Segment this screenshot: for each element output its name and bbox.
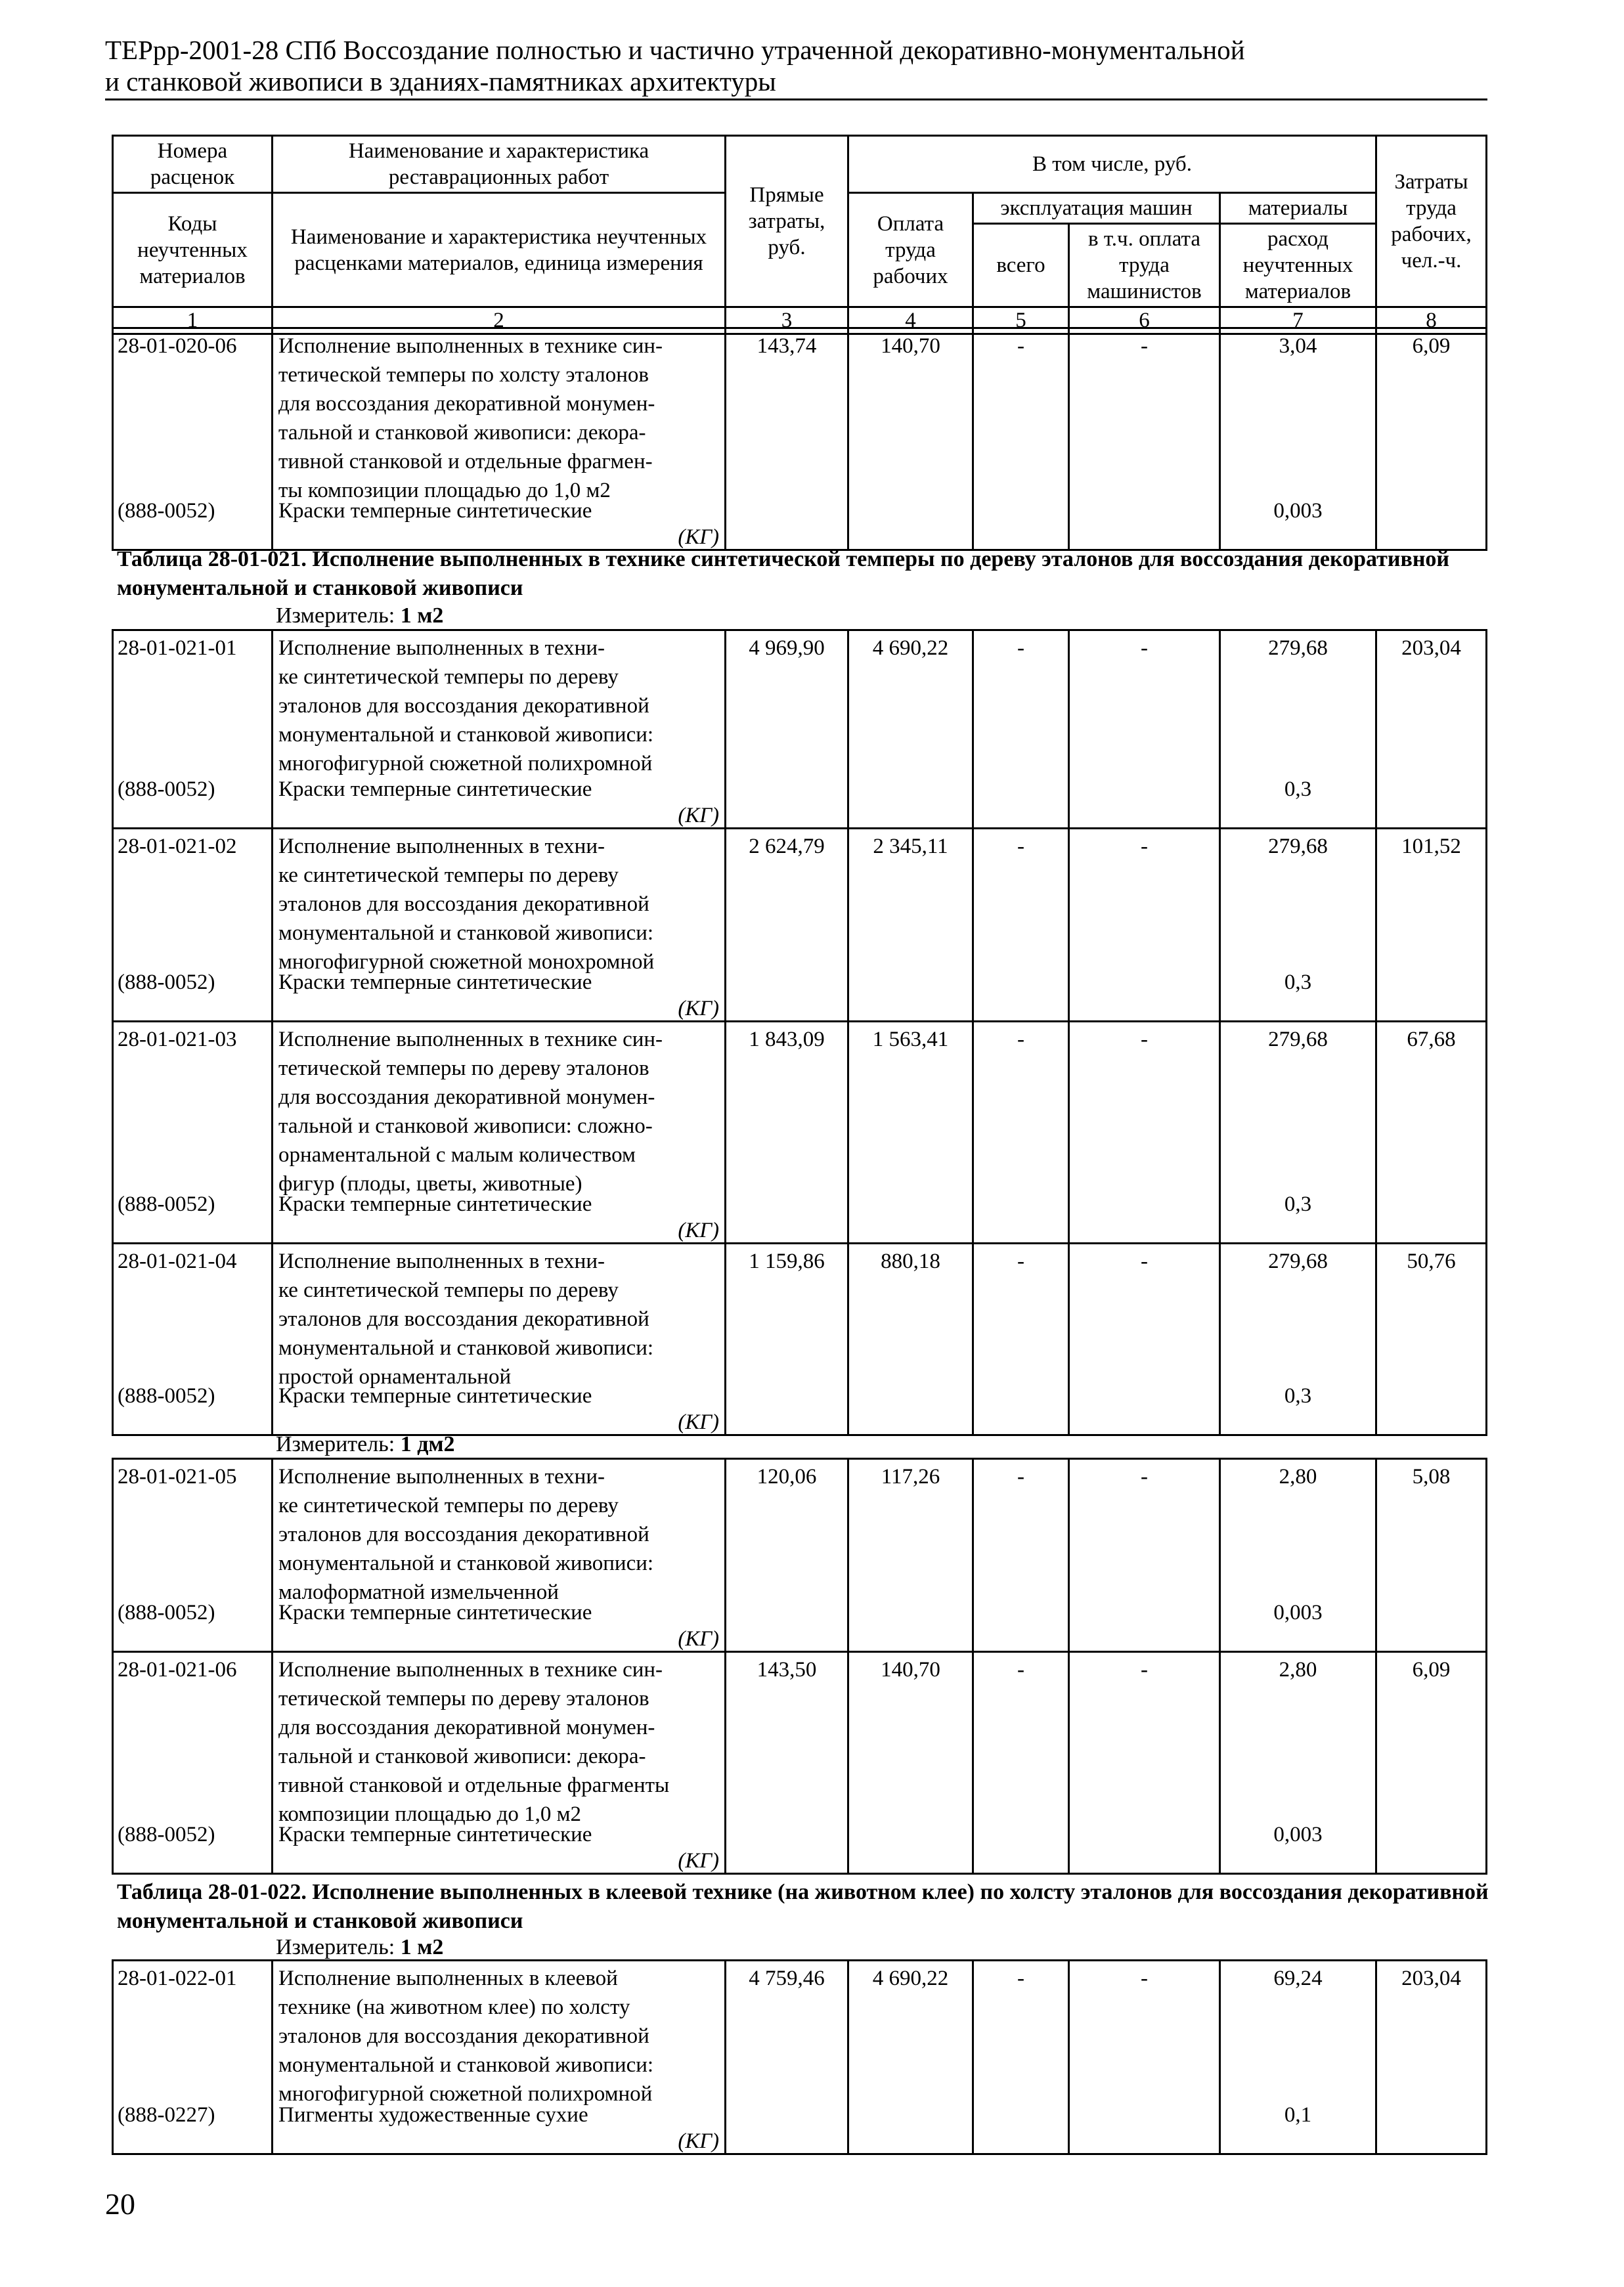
description-line: Исполнение выполненных в техни- — [278, 1465, 605, 1489]
description-line: эталонов для воссоздания декоративной — [278, 892, 649, 916]
machines-total-value: - — [973, 1652, 1069, 1874]
materials-value: 69,24 — [1273, 1967, 1323, 1990]
col-rate-number: Номера расценок — [113, 136, 273, 193]
description-line: многофигурной сюжетной полихромной — [278, 2082, 653, 2106]
rate-code: 28-01-021-04 — [118, 1250, 237, 1273]
material-unit: (КГ) — [678, 1627, 719, 1651]
description-line: ке синтетической темперы по дереву — [278, 1494, 619, 1517]
description-line: тивной станковой и отдельные фрагменты — [278, 1774, 670, 1797]
description-line: для воссоздания декоративной монумен- — [278, 1716, 655, 1739]
material-unit: (КГ) — [678, 525, 719, 549]
table-row — [113, 829, 1487, 1022]
unit-measure — [276, 1431, 455, 1458]
col-labor-costs: Затраты труда рабочих, чел.-ч. — [1376, 136, 1487, 307]
description-line: эталонов для воссоздания декоративной — [278, 1523, 649, 1546]
description-line: фигур (плоды, цветы, животные) — [278, 1172, 582, 1196]
header-title-line-1: ТЕРрр-2001-28 СПб Воссоздание полностью и частично утраченной декоративно-монументальной — [105, 35, 1245, 65]
machines-total-value: - — [973, 829, 1069, 1022]
direct-costs-value: 1 159,86 — [726, 1244, 848, 1435]
rates-table — [112, 1959, 1487, 2155]
col-materials: материалы — [1220, 193, 1376, 224]
material-code: (888-0052) — [118, 1192, 215, 1216]
document-header — [105, 34, 1484, 97]
material-name: Краски темперные синтетические — [278, 970, 592, 994]
material-name: Краски темперные синтетические — [278, 1601, 592, 1624]
labor-hours-value: 6,09 — [1376, 1652, 1487, 1874]
description-line: Исполнение выполненных в техни- — [278, 835, 605, 858]
rate-description-cell — [273, 328, 726, 550]
description-line: для воссоздания декоративной монумен- — [278, 1085, 655, 1109]
col-codes: Коды неучтенных материалов — [113, 193, 273, 307]
unit-measure-label: Измеритель: — [276, 603, 395, 628]
labor-pay-value: 140,70 — [848, 328, 973, 550]
description-line: орнаментальной с малым количеством — [278, 1143, 636, 1167]
description-line: тетической темперы по дереву эталонов — [278, 1056, 649, 1080]
material-name: Краски темперные синтетические — [278, 1823, 592, 1846]
table-row — [113, 328, 1487, 550]
rate-description-cell — [273, 630, 726, 829]
labor-hours-value: 50,76 — [1376, 1244, 1487, 1435]
table-caption: Таблица 28-01-021. Исполнение выполненных в технике синтетической темперы по дереву эталонов для воссоздания декоративной монументальной и станковой живописи — [117, 547, 1450, 600]
description-line: тетической темперы по дереву эталонов — [278, 1687, 649, 1710]
description-line: тетической темперы по холсту эталонов — [278, 363, 649, 387]
description-line: многофигурной сюжетной полихромной — [278, 752, 653, 775]
table-row — [113, 1244, 1487, 1435]
direct-costs-value: 4 759,46 — [726, 1961, 848, 2154]
machinist-pay-value: - — [1069, 829, 1220, 1022]
machinist-pay-value: - — [1069, 1652, 1220, 1874]
rate-code-cell — [113, 1961, 273, 2154]
rate-code: 28-01-021-05 — [118, 1465, 237, 1489]
labor-pay-value: 117,26 — [848, 1459, 973, 1652]
table-row — [113, 1022, 1487, 1244]
page-number: 20 — [105, 2187, 135, 2221]
description-line: композиции площадью до 1,0 м2 — [278, 1802, 582, 1826]
materials-value: 279,68 — [1268, 1250, 1328, 1273]
material-code: (888-0052) — [118, 1823, 215, 1846]
rate-description-cell — [273, 1244, 726, 1435]
description-line: эталонов для воссоздания декоративной — [278, 1307, 649, 1331]
labor-hours-value: 6,09 — [1376, 328, 1487, 550]
col-including: В том числе, руб. — [848, 136, 1376, 193]
machines-total-value: - — [973, 630, 1069, 829]
description-line: малоформатной измельченной — [278, 1580, 559, 1604]
materials-cell — [1220, 1244, 1376, 1435]
labor-pay-value: 1 563,41 — [848, 1022, 973, 1244]
description-line: эталонов для воссоздания декоративной — [278, 2024, 649, 2048]
table-row — [113, 1961, 1487, 2154]
unit-measure — [276, 603, 443, 629]
rate-code-cell — [113, 1244, 273, 1435]
material-code: (888-0052) — [118, 777, 215, 801]
material-code: (888-0052) — [118, 1384, 215, 1408]
description-line: ты композиции площадью до 1,0 м2 — [278, 479, 611, 502]
material-name: Краски темперные синтетические — [278, 499, 592, 523]
rate-code-cell — [113, 829, 273, 1022]
col-machinist-pay: в т.ч. оплата труда машинистов — [1069, 224, 1220, 307]
col-number-3: 3 — [726, 307, 848, 334]
rates-table-block — [112, 327, 1485, 551]
rates-table — [112, 1458, 1487, 1875]
rate-code: 28-01-021-02 — [118, 835, 237, 858]
materials-value: 279,68 — [1268, 636, 1328, 660]
material-unit: (КГ) — [678, 997, 719, 1020]
description-line: монументальной и станковой живописи: — [278, 1336, 654, 1360]
rate-code: 28-01-020-06 — [118, 334, 237, 358]
rates-table-block — [112, 1959, 1485, 2155]
rate-code: 28-01-021-06 — [118, 1658, 237, 1682]
direct-costs-value: 143,74 — [726, 328, 848, 550]
description-line: тальной и станковой живописи: декора- — [278, 421, 646, 445]
machines-total-value: - — [973, 1244, 1069, 1435]
material-quantity: 0,3 — [1284, 777, 1312, 801]
labor-hours-value: 67,68 — [1376, 1022, 1487, 1244]
table-row — [113, 1459, 1487, 1652]
material-quantity: 0,1 — [1284, 2103, 1312, 2127]
description-line: тивной станковой и отдельные фрагмен- — [278, 450, 653, 473]
materials-cell — [1220, 1961, 1376, 2154]
rate-description-cell — [273, 1459, 726, 1652]
description-line: ке синтетической темперы по дереву — [278, 665, 619, 689]
material-code: (888-0052) — [118, 970, 215, 994]
description-line: монументальной и станковой живописи: — [278, 2053, 654, 2077]
rate-description-cell — [273, 1961, 726, 2154]
material-unit: (КГ) — [678, 1410, 719, 1434]
col-unaccounted-materials: расход неучтенных материалов — [1220, 224, 1376, 307]
material-code: (888-0052) — [118, 1601, 215, 1624]
labor-pay-value: 2 345,11 — [848, 829, 973, 1022]
machinist-pay-value: - — [1069, 630, 1220, 829]
material-quantity: 0,3 — [1284, 1192, 1312, 1216]
material-name: Пигменты художественные сухие — [278, 2103, 588, 2127]
material-code: (888-0052) — [118, 499, 215, 523]
col-labor-pay: Оплата труда рабочих — [848, 193, 973, 307]
description-line: Исполнение выполненных в техни- — [278, 1250, 605, 1273]
description-line: монументальной и станковой живописи: — [278, 723, 654, 747]
labor-hours-value: 203,04 — [1376, 630, 1487, 829]
rate-code-cell — [113, 1022, 273, 1244]
col-number-5: 5 — [973, 307, 1069, 334]
material-code: (888-0227) — [118, 2103, 215, 2127]
table-caption: Таблица 28-01-022. Исполнение выполненных в клеевой технике (на животном клее) по холсту эталонов для воссоздания декоративной монументальной и станковой живописи — [117, 1880, 1489, 1933]
description-line: для воссоздания декоративной монумен- — [278, 392, 655, 416]
labor-pay-value: 880,18 — [848, 1244, 973, 1435]
rate-code-cell — [113, 1652, 273, 1874]
labor-pay-value: 4 690,22 — [848, 630, 973, 829]
description-line: Исполнение выполненных в технике син- — [278, 334, 663, 358]
rates-table — [112, 327, 1487, 551]
material-quantity: 0,3 — [1284, 970, 1312, 994]
description-line: эталонов для воссоздания декоративной — [278, 694, 649, 718]
machinist-pay-value: - — [1069, 1244, 1220, 1435]
material-unit: (КГ) — [678, 2129, 719, 2153]
direct-costs-value: 4 969,90 — [726, 630, 848, 829]
materials-cell — [1220, 1652, 1376, 1874]
labor-hours-value: 101,52 — [1376, 829, 1487, 1022]
rates-table-block — [112, 629, 1485, 1436]
col-number-7: 7 — [1220, 307, 1376, 334]
machines-total-value: - — [973, 1961, 1069, 2154]
materials-value: 2,80 — [1279, 1658, 1317, 1682]
machinist-pay-value: - — [1069, 1459, 1220, 1652]
material-quantity: 0,003 — [1273, 1823, 1323, 1846]
header-title-line-2: и станковой живописи в зданиях-памятниках архитектуры — [105, 66, 776, 97]
col-direct-costs: Прямые затраты, руб. — [726, 136, 848, 307]
description-line: Исполнение выполненных в техни- — [278, 636, 605, 660]
rate-code: 28-01-021-01 — [118, 636, 237, 660]
material-quantity: 0,3 — [1284, 1384, 1312, 1408]
rate-description-cell — [273, 1022, 726, 1244]
rate-code-cell — [113, 328, 273, 550]
table-row — [113, 630, 1487, 829]
unit-measure-value: 1 дм2 — [400, 1432, 455, 1456]
description-line: тальной и станковой живописи: декора- — [278, 1745, 646, 1768]
description-line: технике (на животном клее) по холсту — [278, 1995, 630, 2019]
material-quantity: 0,003 — [1273, 499, 1323, 523]
description-line: многофигурной сюжетной монохромной — [278, 950, 655, 974]
col-number-2: 2 — [273, 307, 726, 334]
unit-measure-value: 1 м2 — [400, 603, 444, 628]
col-name: Наименование и характеристика реставрационных работ — [273, 136, 726, 193]
materials-value: 3,04 — [1279, 334, 1317, 358]
direct-costs-value: 120,06 — [726, 1459, 848, 1652]
machines-total-value: - — [973, 1022, 1069, 1244]
rates-table-block — [112, 1458, 1485, 1875]
col-number-1: 1 — [113, 307, 273, 334]
description-line: Исполнение выполненных в технике син- — [278, 1028, 663, 1051]
description-line: монументальной и станковой живописи: — [278, 921, 654, 945]
column-header-table — [112, 135, 1487, 335]
materials-value: 279,68 — [1268, 1028, 1328, 1051]
materials-cell — [1220, 1022, 1376, 1244]
column-header-block — [112, 135, 1485, 335]
machinist-pay-value: - — [1069, 1022, 1220, 1244]
unit-measure-label: Измеритель: — [276, 1935, 395, 1959]
material-unit: (КГ) — [678, 1849, 719, 1873]
unit-measure-value: 1 м2 — [400, 1935, 444, 1959]
description-line: тальной и станковой живописи: сложно- — [278, 1114, 653, 1138]
materials-value: 279,68 — [1268, 835, 1328, 858]
labor-hours-value: 203,04 — [1376, 1961, 1487, 2154]
machines-total-value: - — [973, 1459, 1069, 1652]
rate-description-cell — [273, 1652, 726, 1874]
labor-hours-value: 5,08 — [1376, 1459, 1487, 1652]
table-row — [113, 1652, 1487, 1874]
material-unit: (КГ) — [678, 804, 719, 827]
materials-value: 2,80 — [1279, 1465, 1317, 1489]
machinist-pay-value: - — [1069, 328, 1220, 550]
machines-total-value: - — [973, 328, 1069, 550]
material-unit: (КГ) — [678, 1219, 719, 1242]
material-name: Краски темперные синтетические — [278, 1192, 592, 1216]
rate-code-cell — [113, 1459, 273, 1652]
col-number-8: 8 — [1376, 307, 1487, 334]
col-machine-operation: эксплуатация машин — [973, 193, 1220, 224]
materials-cell — [1220, 328, 1376, 550]
material-quantity: 0,003 — [1273, 1601, 1323, 1624]
rate-code: 28-01-022-01 — [118, 1967, 237, 1990]
rates-table — [112, 629, 1487, 1436]
material-name: Краски темперные синтетические — [278, 1384, 592, 1408]
description-line: ке синтетической темперы по дереву — [278, 1278, 619, 1302]
unit-measure-label: Измеритель: — [276, 1432, 395, 1456]
description-line: ке синтетической темперы по дереву — [278, 863, 619, 887]
col-machines-total: всего — [973, 224, 1069, 307]
header-rule — [105, 98, 1487, 100]
unit-measure — [276, 1934, 443, 1961]
direct-costs-value: 2 624,79 — [726, 829, 848, 1022]
materials-cell — [1220, 829, 1376, 1022]
direct-costs-value: 1 843,09 — [726, 1022, 848, 1244]
description-line: простой орнаментальной — [278, 1365, 512, 1389]
labor-pay-value: 140,70 — [848, 1652, 973, 1874]
materials-cell — [1220, 1459, 1376, 1652]
materials-cell — [1220, 630, 1376, 829]
rate-description-cell — [273, 829, 726, 1022]
direct-costs-value: 143,50 — [726, 1652, 848, 1874]
description-line: Исполнение выполненных в технике син- — [278, 1658, 663, 1682]
labor-pay-value: 4 690,22 — [848, 1961, 973, 2154]
col-number-6: 6 — [1069, 307, 1220, 334]
machinist-pay-value: - — [1069, 1961, 1220, 2154]
col-number-4: 4 — [848, 307, 973, 334]
description-line: монументальной и станковой живописи: — [278, 1552, 654, 1575]
description-line: Исполнение выполненных в клеевой — [278, 1967, 618, 1990]
col-name-sub: Наименование и характеристика неучтенных расценками материалов, единица измерения — [273, 193, 726, 307]
material-name: Краски темперные синтетические — [278, 777, 592, 801]
rate-code-cell — [113, 630, 273, 829]
rate-code: 28-01-021-03 — [118, 1028, 237, 1051]
